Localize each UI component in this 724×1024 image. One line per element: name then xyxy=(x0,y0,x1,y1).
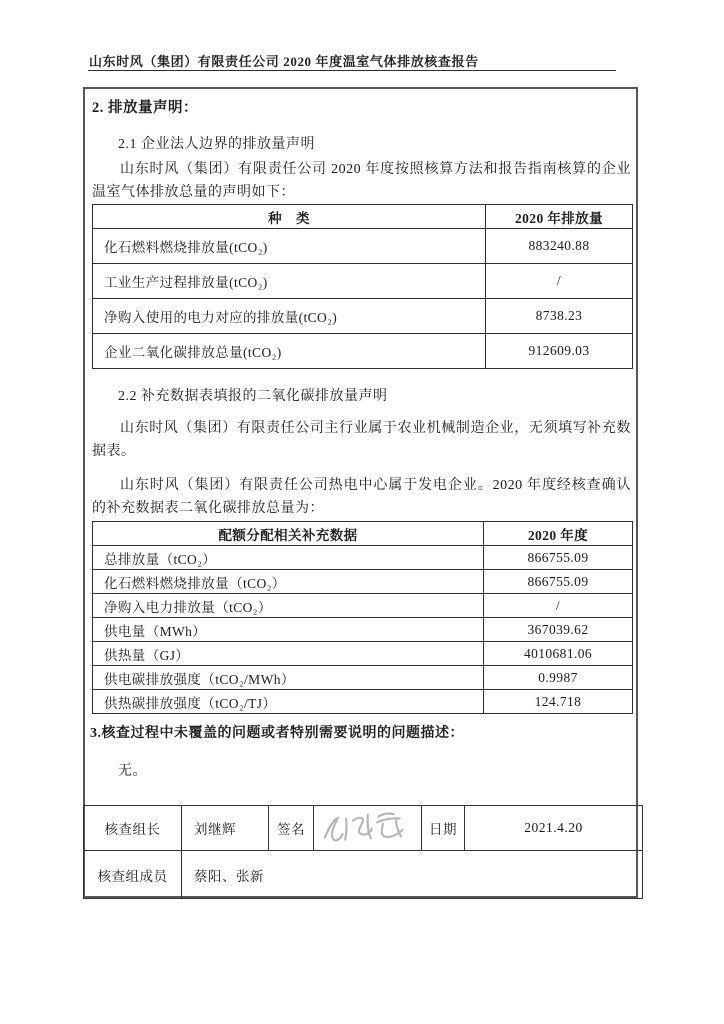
row-value: 0.9987 xyxy=(484,666,633,690)
column-header: 配额分配相关补充数据 xyxy=(93,522,484,546)
row-value: 4010681.06 xyxy=(484,642,633,666)
table-row xyxy=(93,666,633,690)
row-label: 化石燃料燃烧排放量(tCO₂) xyxy=(93,229,486,264)
row-value: 883240.88 xyxy=(486,229,633,264)
section3-heading: 3.核查过程中未覆盖的问题或者特别需要说明的问题描述： xyxy=(90,726,464,741)
row-value: 866755.09 xyxy=(484,570,633,594)
row-label: 净购入使用的电力对应的排放量(tCO₂) xyxy=(93,299,486,334)
document-header-title: 山东时风（集团）有限责任公司 2020 年度温室气体排放核查报告 xyxy=(89,54,479,69)
table-row xyxy=(93,594,633,618)
table-row xyxy=(93,546,633,570)
row-value: 8738.23 xyxy=(486,299,633,334)
row-label: 化石燃料燃烧排放量（tCO₂） xyxy=(93,570,484,594)
section2-heading: 2. 排放量声明： xyxy=(92,100,198,116)
date-label-cell: 日期 xyxy=(422,806,465,851)
section2-1-heading: 2.1 企业法人边界的排放量声明 xyxy=(118,137,315,152)
signature-cell xyxy=(314,806,422,851)
column-header: 2020 年度 xyxy=(484,522,633,546)
report-content-box xyxy=(83,87,638,898)
section3-body: 无。 xyxy=(118,764,147,779)
row-label: 供热碳排放强度（tCO₂/TJ） xyxy=(93,690,484,714)
section2-2-heading: 2.2 补充数据表填报的二氧化碳排放量声明 xyxy=(118,389,388,404)
row-label: 工业生产过程排放量(tCO₂) xyxy=(93,264,486,299)
emissions-declaration-table xyxy=(92,204,633,369)
signature-handwriting xyxy=(314,804,421,853)
table-row xyxy=(93,570,633,594)
table-row xyxy=(93,642,633,666)
supplementary-data-table xyxy=(92,521,633,714)
table-row xyxy=(93,299,633,334)
date-value-cell: 2021.4.20 xyxy=(465,806,643,851)
table-row xyxy=(93,264,633,299)
row-value: 124.718 xyxy=(484,690,633,714)
leader-name-cell: 刘继辉 xyxy=(182,806,269,851)
row-value: / xyxy=(484,594,633,618)
row-label: 供热量（GJ） xyxy=(93,642,484,666)
row-label: 企业二氧化碳排放总量(tCO₂) xyxy=(93,334,486,369)
row-value: 912609.03 xyxy=(486,334,633,369)
row-label: 总排放量（tCO₂） xyxy=(93,546,484,570)
row-label: 供电碳排放强度（tCO₂/MWh） xyxy=(93,666,484,690)
members-label-cell: 核查组成员 xyxy=(84,851,182,899)
table-row xyxy=(93,618,633,642)
power-plant-note-paragraph: 山东时风（集团）有限责任公司热电中心属于发电企业。2020 年度经核查确认的补充数据表二氧化碳排放总量为： xyxy=(92,478,631,516)
signoff-row-members xyxy=(84,851,643,899)
sign-label-cell: 签名 xyxy=(269,806,314,851)
signoff-row-leader xyxy=(84,806,643,851)
header-underline xyxy=(88,70,616,71)
section2-1-paragraph: 山东时风（集团）有限责任公司 2020 年度按照核算方法和报告指南核算的企业温室气体排放总量的声明如下： xyxy=(92,162,631,200)
row-label: 净购入电力排放量（tCO₂） xyxy=(93,594,484,618)
table-row xyxy=(93,690,633,714)
signoff-table xyxy=(83,805,643,899)
column-header: 种 类 xyxy=(93,205,486,229)
table-row xyxy=(93,334,633,369)
row-value: 866755.09 xyxy=(484,546,633,570)
table-row xyxy=(93,229,633,264)
row-value: 367039.62 xyxy=(484,618,633,642)
leader-label-cell: 核查组长 xyxy=(84,806,182,851)
row-label: 供电量（MWh） xyxy=(93,618,484,642)
supplementary-note-paragraph: 山东时风（集团）有限责任公司主行业属于农业机械制造企业，无须填写补充数据表。 xyxy=(92,421,631,459)
members-value-cell: 蔡阳、张新 xyxy=(182,851,643,899)
column-header: 2020 年排放量 xyxy=(486,205,633,229)
row-value: / xyxy=(486,264,633,299)
